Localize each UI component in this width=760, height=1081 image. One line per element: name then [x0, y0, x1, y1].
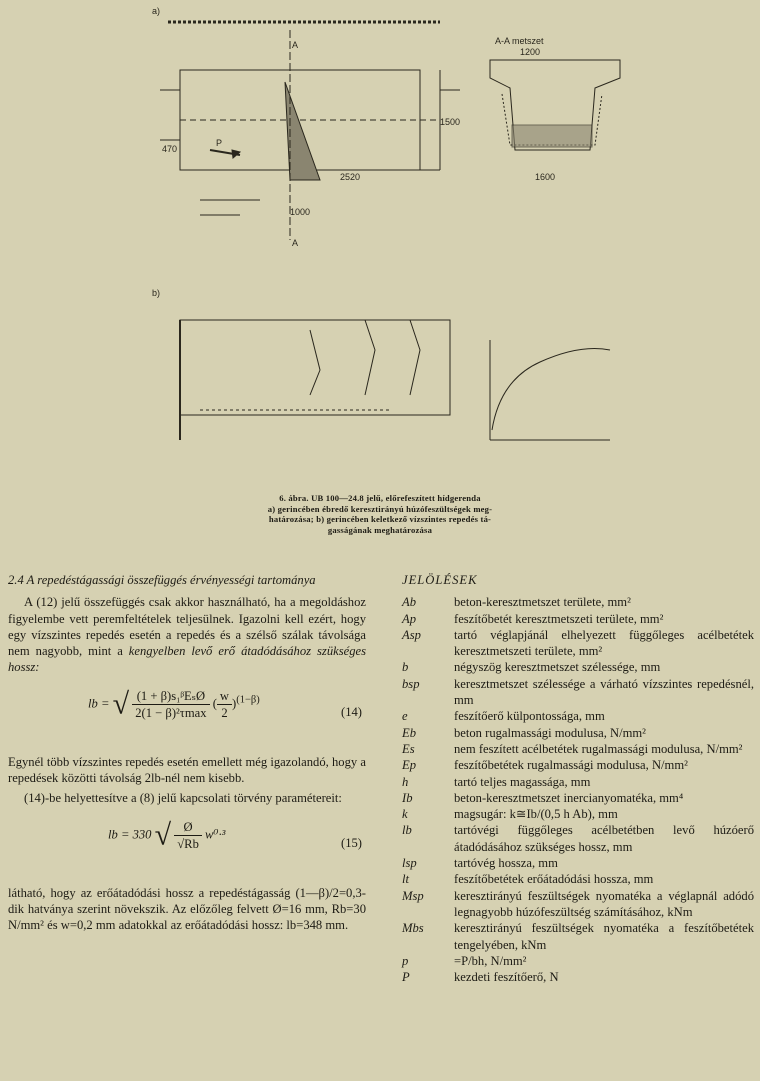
notation-symbol: Ep: [402, 758, 416, 773]
eq15-fraction: [174, 819, 202, 853]
dim-470: 470: [162, 144, 178, 154]
notation-symbol: Ab: [402, 595, 416, 610]
paragraph-1: [8, 594, 366, 675]
eq14-number: (14): [341, 704, 362, 719]
eq15-numerator: Ø: [174, 819, 202, 836]
eq15-number: (15): [341, 835, 362, 850]
eq15-w-term: w⁰·³: [205, 827, 226, 842]
notation-description: =P/bh, N/mm²: [454, 953, 527, 968]
figure-label-b: b): [152, 288, 161, 298]
notation-description: nem feszített acélbetétek rugalmassági modulusa, N/mm²: [454, 741, 743, 756]
notation-symbol: lsp: [402, 856, 417, 871]
paragraph-3: (14)-be helyettesítve a (8) jelű kapcsolati törvény paramétereit:: [24, 791, 342, 806]
notation-symbol: Mbs: [402, 921, 424, 936]
notation-description: keresztirányú feszültségek nyomatéka a feszítőbetétek tengelyében, kNm: [454, 921, 754, 952]
notation-description: beton-keresztmetszet inercianyomatéka, mm⁴: [454, 790, 684, 805]
notation-row: [402, 611, 754, 627]
notation-description: feszítőbetétek erőátadódási hossza, mm: [454, 872, 654, 887]
notation-title: JELÖLÉSEK: [402, 573, 478, 587]
notation-description: keresztirányú feszültségek nyomatéka a véglapnál adódó legnagyobb húzófeszültség számításához, kNm: [454, 888, 754, 919]
notation-symbol: Asp: [402, 627, 421, 642]
notation-symbol: Ib: [402, 790, 413, 805]
caption-line-4: gasságának meghatározása: [327, 524, 433, 535]
notation-row: [402, 790, 754, 806]
notation-row: [402, 757, 754, 773]
figure-drawing: [140, 0, 630, 480]
notation-row: [402, 855, 754, 871]
dim-1600: 1600: [535, 172, 556, 182]
notation-row: [402, 708, 754, 724]
notation-description: feszítőbetét keresztmetszeti területe, mm²: [454, 611, 664, 626]
notation-description: tartó teljes magassága, mm: [454, 774, 591, 789]
notation-row: [402, 627, 754, 660]
section-title: 2.4 A repedéstágassági összefüggés érvényességi tartománya: [8, 573, 316, 587]
equation-14: lb = √ $\frac{\text{(1 + β)s₁ᵝEₛØ}}{\text{2(1 − β)²τmax}}$ ( $\frac{w}{2}$ )$^{(1-\beta)}$ (14): [88, 687, 362, 721]
eq14-w-num: w: [217, 688, 232, 705]
eq15-lhs: lb = 330: [108, 827, 152, 842]
notation-row: [402, 659, 754, 675]
notation-symbol: bsp: [402, 676, 420, 691]
paragraph-1-italic: kengyelben levő erő átadódásához szükséges hossz:: [8, 644, 366, 675]
notation-row: [402, 741, 754, 757]
dim-1000: 1000: [290, 207, 311, 217]
notation-symbol: h: [402, 774, 409, 789]
eq14-denominator: 2(1 − β)²τmax: [135, 706, 207, 721]
dim-2520: 2520: [340, 172, 361, 182]
dim-1500: 1500: [440, 117, 461, 127]
notation-row: [402, 888, 754, 921]
notation-symbol: lb: [402, 823, 412, 838]
equation-15: lb = 330 √ $\frac{Ø}{√Rb}$ w⁰·³ (15): [108, 818, 362, 852]
notation-symbol: P: [402, 970, 410, 985]
notation-description: tartó véglapjánál elhelyezett függőleges acélbetétek keresztmetszeti területe, mm²: [454, 627, 754, 659]
caption-line-1: 6. ábra. UB 100—24.8 jelű, előrefeszített hídgerenda: [279, 493, 481, 503]
notation-row: [402, 920, 754, 953]
notation-description: beton rugalmassági modulusa, N/mm²: [454, 725, 646, 740]
notation-description: feszítőbetétek rugalmassági modulusa, N/mm²: [454, 758, 688, 773]
notation-row: [402, 594, 754, 610]
eq14-lhs: lb =: [88, 696, 110, 711]
notation-description: feszítőerő külpontossága, mm: [454, 709, 605, 724]
paragraph-1-text: A (12) jelű összefüggés csak akkor használható, ha a megoldáshoz figyelembe vett peremfeltételek teljesülnek. Igazolni kell ezért, hogy egy vízszintes repedés esetén a repedés és a szélső szálak távolsága nem nagyobb, mint a: [8, 595, 366, 659]
paragraph-4: látható, hogy az erőátadódási hossz a repedéstágasság (1—β)/2=0,3-dik hatványa szerint növekszik. Az előzőleg felvett Ø=16 mm, Rb=30 N/mm² és w=0,2 mm adatokkal az erőátadódási hossz: lb=348 mm.: [8, 885, 366, 933]
figure-label-a: a): [152, 6, 161, 16]
notation-row: [402, 822, 754, 855]
notation-description: keresztmetszet szélessége a várható vízszintes repedésnél, mm: [454, 676, 754, 708]
notation-row: [402, 969, 754, 985]
force-p-label: P: [216, 138, 223, 148]
notation-row: [402, 774, 754, 790]
eq14-w-den: 2: [221, 706, 228, 721]
figure-6: [140, 0, 630, 480]
beam-b-outline: [180, 320, 450, 415]
section-label: A-A metszet: [495, 36, 544, 46]
eq15-denominator: √Rb: [177, 836, 199, 851]
notation-description: beton-keresztmetszet területe, mm²: [454, 595, 631, 610]
notation-description: tartóvég hossza, mm: [454, 856, 558, 871]
eq14-numerator: (1 + β)s₁ᵝEₛØ: [132, 688, 209, 705]
caption-line-3: határozása; b) gerincében keletkező vízszintes repedés tá-: [268, 514, 492, 524]
notation-symbol: Ap: [402, 611, 416, 626]
notation-list: [402, 594, 754, 985]
notation-description: négyszög keresztmetszet szélessége, mm: [454, 660, 661, 675]
eq14-fraction: [132, 688, 209, 722]
notation-row: [402, 953, 754, 969]
notation-symbol: Msp: [402, 888, 424, 903]
notation-symbol: e: [402, 709, 408, 724]
cut-mark-bottom: A: [292, 238, 299, 248]
notation-row: [402, 725, 754, 741]
paragraph-2: Egynél több vízszintes repedés esetén emellett még igazolandó, hogy a repedések közötti távolság 2lb-nél nem kisebb.: [8, 754, 366, 786]
cut-mark-top: A: [292, 40, 299, 50]
dim-1200: 1200: [520, 47, 541, 57]
left-column: [8, 572, 366, 938]
caption-line-2: a) gerincében ébredő keresztirányú húzófeszültségek meg-: [267, 503, 493, 514]
eq14-w-fraction: [217, 688, 232, 722]
notation-row: [402, 806, 754, 822]
notation-description: tartóvégi függőleges acélbetétben levő húzóerő átadódásához szükséges hossz, mm: [454, 823, 754, 854]
notation-symbol: Es: [402, 741, 415, 756]
notation-row: [402, 871, 754, 887]
notation-symbol: b: [402, 660, 409, 675]
notation-column: [402, 572, 754, 985]
notation-row: [402, 676, 754, 709]
notation-description: magsugár: k≅Ib/(0,5 h Ab), mm: [454, 807, 618, 822]
notation-description: kezdeti feszítőerő, N: [454, 970, 559, 985]
figure-caption: [160, 493, 600, 535]
notation-symbol: lt: [402, 872, 409, 887]
notation-symbol: p: [402, 953, 409, 968]
eq14-exponent: (1−β): [236, 694, 260, 706]
notation-symbol: Eb: [402, 725, 416, 740]
notation-symbol: k: [402, 807, 408, 822]
